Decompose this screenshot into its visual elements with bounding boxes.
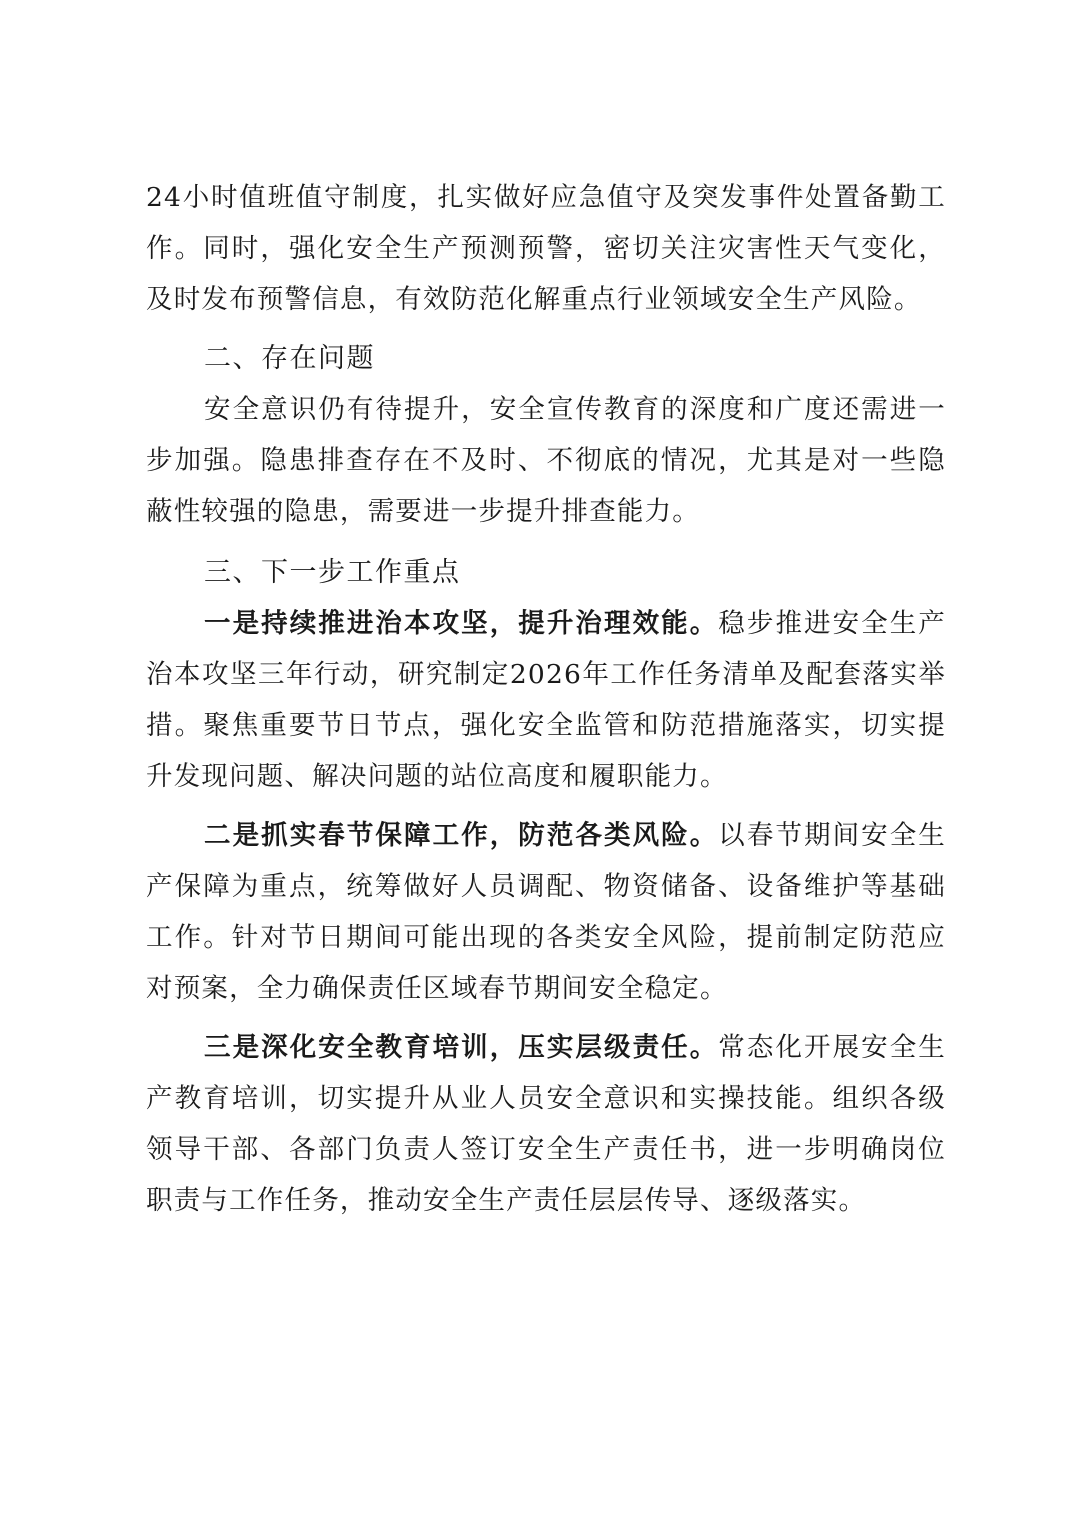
item-2-body: 以春节期间安全生产保障为重点，统筹做好人员调配、物资储备、设备维护等基础工作。针对节日期间可能出现的各类安全风险，提前制定防范应对预案，全力确保责任区域春节期间安全稳定。 [146, 820, 946, 1004]
document-page [146, 172, 946, 1226]
paragraph-item-2 [146, 810, 946, 1014]
paragraph-item-3 [146, 1022, 946, 1226]
item-1-lead: 一是持续推进治本攻坚，提升治理效能。 [204, 608, 719, 639]
section-heading-next-steps: 三、下一步工作重点 [204, 557, 461, 588]
paragraph-duty-system: 24小时值班值守制度，扎实做好应急值守及突发事件处置备勤工作。同时，强化安全生产预测预警，密切关注灾害性天气变化，及时发布预警信息，有效防范化解重点行业领域安全生产风险。 [146, 182, 946, 315]
paragraph-item-1 [146, 598, 946, 802]
item-3-lead: 三是深化安全教育培训，压实层级责任。 [204, 1032, 719, 1063]
item-1-body: 稳步推进安全生产治本攻坚三年行动，研究制定2026年工作任务清单及配套落实举措。聚焦重要节日节点，强化安全监管和防范措施落实，切实提升发现问题、解决问题的站位高度和履职能力。 [146, 608, 946, 792]
paragraph-problems: 安全意识仍有待提升，安全宣传教育的深度和广度还需进一步加强。隐患排查存在不及时、不彻底的情况，尤其是对一些隐蔽性较强的隐患，需要进一步提升排查能力。 [146, 394, 946, 527]
item-2-lead: 二是抓实春节保障工作，防范各类风险。 [204, 820, 719, 851]
section-heading-problems: 二、存在问题 [204, 343, 375, 374]
item-3-body: 常态化开展安全生产教育培训，切实提升从业人员安全意识和实操技能。组织各级领导干部、各部门负责人签订安全生产责任书，进一步明确岗位职责与工作任务，推动安全生产责任层层传导、逐级落实。 [146, 1032, 946, 1216]
